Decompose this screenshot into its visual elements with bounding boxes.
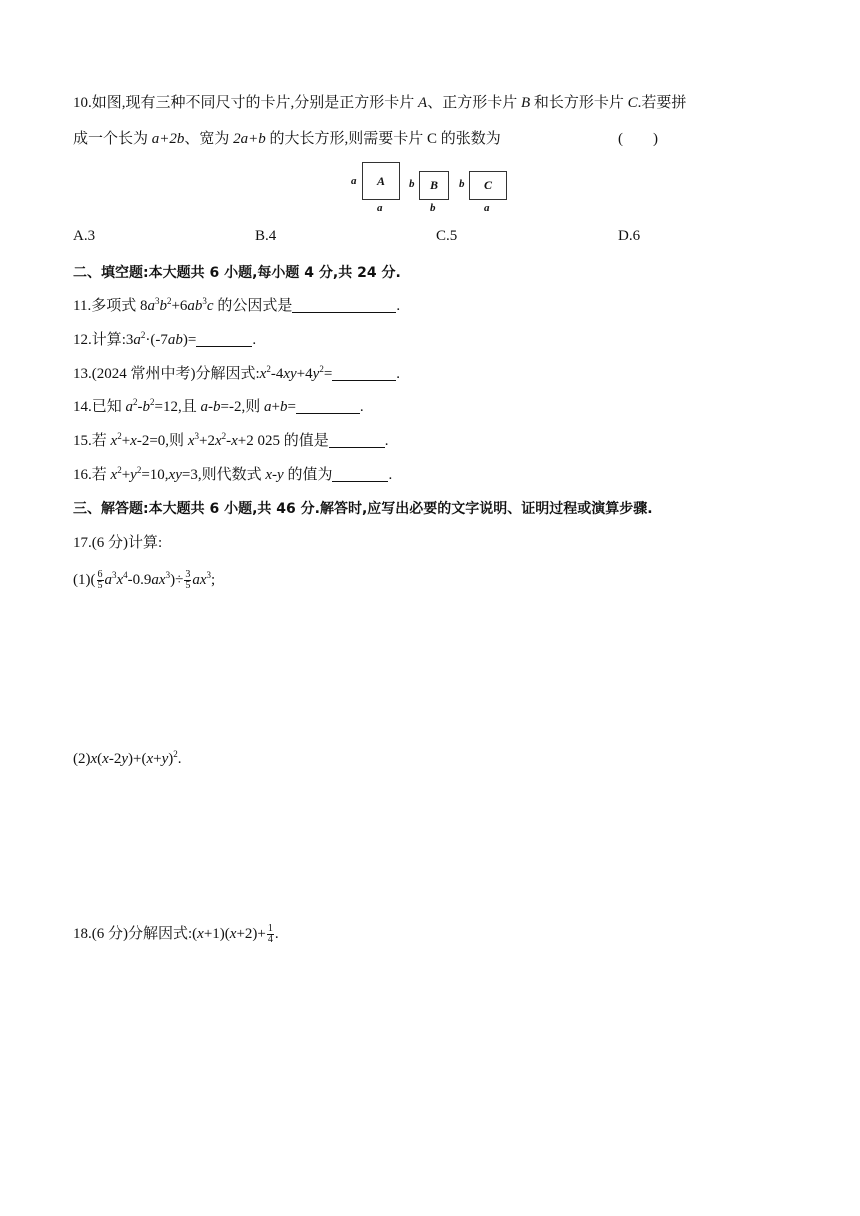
q17-part1: (1)( $\frac{6}{5}$ $a^3x^4-0.9ax^3)\div$ $\frac{3}{5}$ $ax^3$; [73, 569, 216, 592]
q13: 13.(2024 常州中考)分解因式$:x^2-4xy+4y^2=$ . [73, 364, 401, 382]
q14: 14.已知 $a^2-b^2=12$,且 a-b=-2,则 a+b= . [73, 397, 364, 415]
q10-line2: 成一个长为 a+2b、宽为 2a+b 的大长方形,则需要卡片 C 的张数为 [73, 131, 501, 147]
q10-option-b: B.4 [255, 228, 277, 244]
section2-heading: 二、填空题:本大题共 6 小题,每小题 4 分,共 24 分. [73, 265, 401, 281]
card-a-bottom-label: a [377, 202, 383, 214]
q10-option-c: C.5 [436, 228, 458, 244]
q10-answer-paren: ( ) [618, 131, 658, 147]
q10-line1: 10.如图,现有三种不同尺寸的卡片,分别是正方形卡片 A、正方形卡片 B 和长方形卡片 C.若要拼 [73, 95, 687, 111]
q15: 15.若 $x^2+x-2=0$,则 $x^3+2x^2-x+2$ 025 的值是 . [73, 431, 389, 449]
card-c-side-label: b [459, 178, 465, 190]
q10-card-figure [348, 160, 518, 220]
q10-option-a: A.3 [73, 228, 96, 244]
q17-part2: $(2)x(x-2y)+(x+y)^2$. [73, 749, 182, 767]
q11: 11.多项式 $8a^3b^2+6ab^3c$ 的公因式是 . [73, 296, 401, 314]
card-c: C [469, 171, 507, 200]
q17-title: 17.(6 分)计算: [73, 535, 163, 551]
card-b-side-label: b [409, 178, 415, 190]
q16: 16.若 $x^2+y^2=10,xy=3$,则代数式 x-y 的值为 . [73, 465, 393, 483]
q10-option-d: D.6 [618, 228, 641, 244]
card-a-side-label: a [351, 175, 357, 187]
q18: 18.(6 分)分解因式:(x+1)(x+2)+ $\frac{1}{4}$ . [73, 923, 279, 946]
card-b-bottom-label: b [430, 202, 436, 214]
card-a: A [362, 162, 400, 200]
q12: 12.计算$:3a^2\cdot(-7ab)=$ . [73, 330, 257, 348]
section3-heading: 三、解答题:本大题共 6 小题,共 46 分.解答时,应写出必要的文字说明、证明过程或演算步骤. [73, 501, 653, 517]
card-b: B [419, 171, 449, 200]
card-c-bottom-label: a [484, 202, 490, 214]
